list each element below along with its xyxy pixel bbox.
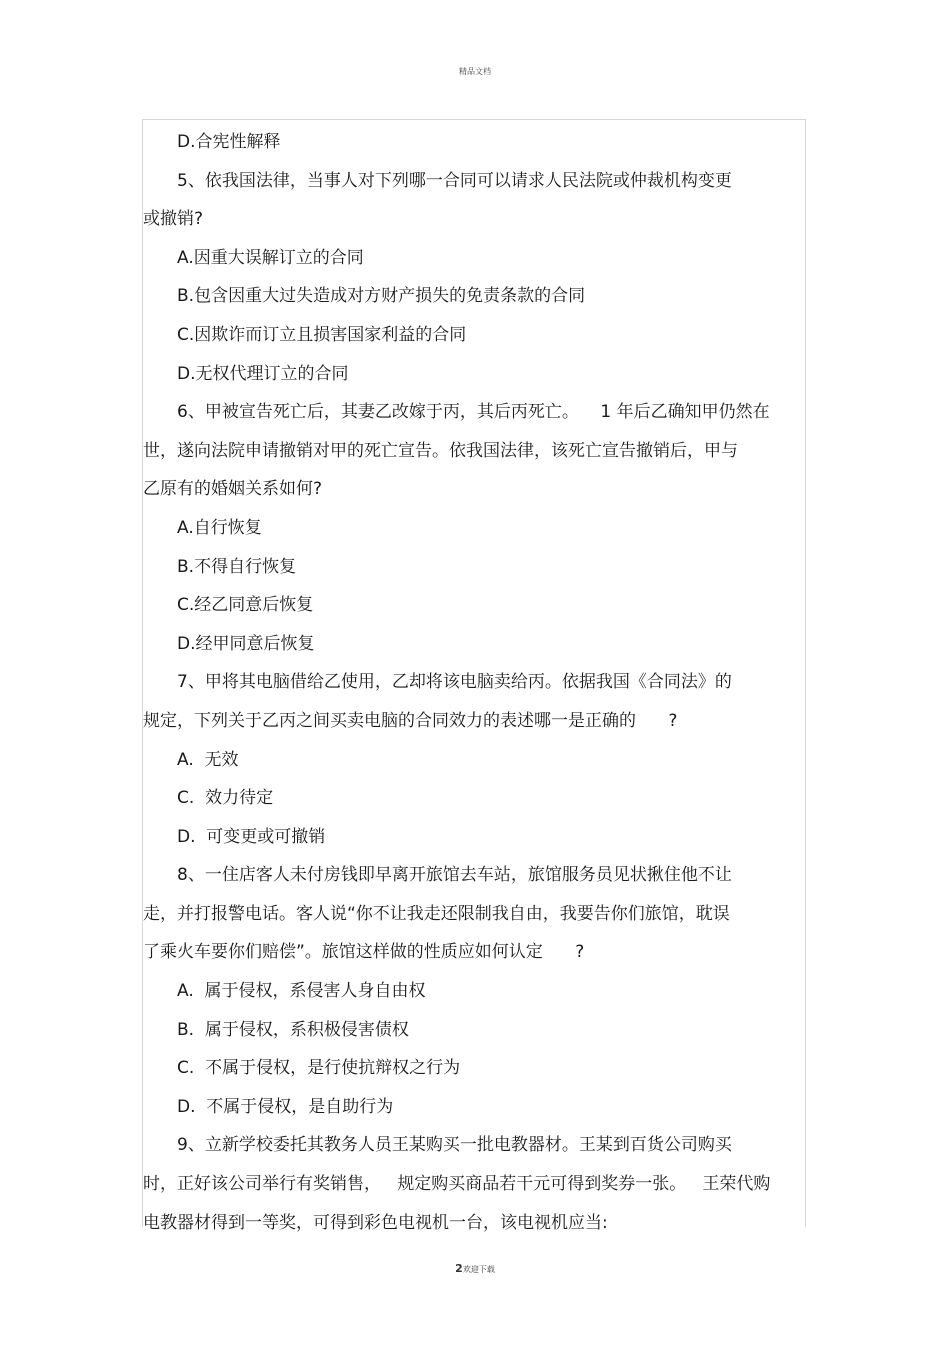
text-line: C. 效力待定 <box>177 788 274 809</box>
text-line: 8、一住店客人未付房钱即早离开旅馆去车站，旅馆服务员见状揪住他不让 <box>177 865 732 886</box>
text-line: B.不得自行恢复 <box>177 556 297 577</box>
text-line: D. 可变更或可撤销 <box>177 826 326 847</box>
text-line: 了乘火车要你们赔偿”。旅馆这样做的性质应如何认定 ? <box>143 942 585 963</box>
text-line: 世，遂向法院申请撤销对甲的死亡宣告。依我国法律，该死亡宣告撤销后，甲与 <box>143 440 738 461</box>
page-number: 2 <box>455 1262 463 1275</box>
text-line: A.因重大误解订立的合同 <box>177 247 364 268</box>
text-line: 5、依我国法律，当事人对下列哪一合同可以请求人民法院或仲裁机构变更 <box>177 170 732 191</box>
text-line: B.包含因重大过失造成对方财产损失的免责条款的合同 <box>177 286 586 307</box>
text-line: 时，正好该公司举行有奖销售， 规定购买商品若干元可得到奖券一张。 王荣代购 <box>143 1174 771 1195</box>
page-footer <box>0 1262 950 1275</box>
text-line: 6、甲被宣告死亡后，其妻乙改嫁于丙，其后丙死亡。 1 年后乙确知甲仍然在 <box>177 402 770 423</box>
text-line: C.经乙同意后恢复 <box>177 595 314 616</box>
text-line: 或撤销? <box>143 209 204 230</box>
text-line: 7、甲将其电脑借给乙使用，乙却将该电脑卖给丙。依据我国《合同法》的 <box>177 672 732 693</box>
document-body <box>143 123 803 1242</box>
text-line: 9、立新学校委托其教务人员王某购买一批电教器材。王某到百货公司购买 <box>177 1135 732 1156</box>
text-line: D.合宪性解释 <box>177 132 281 152</box>
text-line: D.经甲同意后恢复 <box>177 633 315 654</box>
text-line: B. 属于侵权，系积极侵害债权 <box>177 1019 409 1040</box>
text-line: 走，并打报警电话。客人说“你不让我走还限制我自由，我要告你们旅馆，耽误 <box>143 903 730 924</box>
text-line: 规定，下列关于乙丙之间买卖电脑的合同效力的表述哪一是正确的 ? <box>143 710 678 731</box>
text-line: C.因欺诈而订立且损害国家利益的合同 <box>177 324 467 345</box>
text-line: D.无权代理订立的合同 <box>177 363 349 384</box>
text-line: A. 属于侵权，系侵害人身自由权 <box>177 981 426 1002</box>
text-line: A.自行恢复 <box>177 517 262 538</box>
text-line: C. 不属于侵权，是行使抗辩权之行为 <box>177 1058 461 1079</box>
page-header: 精品文档 <box>459 67 491 76</box>
footer-text: 欢迎下载 <box>462 1265 495 1274</box>
text-line: 乙原有的婚姻关系如何? <box>143 479 323 500</box>
text-line: D. 不属于侵权，是自助行为 <box>177 1096 394 1117</box>
text-line: A. 无效 <box>177 749 239 770</box>
text-line: 电教器材得到一等奖，可得到彩色电视机一台，该电视机应当: <box>143 1212 608 1233</box>
